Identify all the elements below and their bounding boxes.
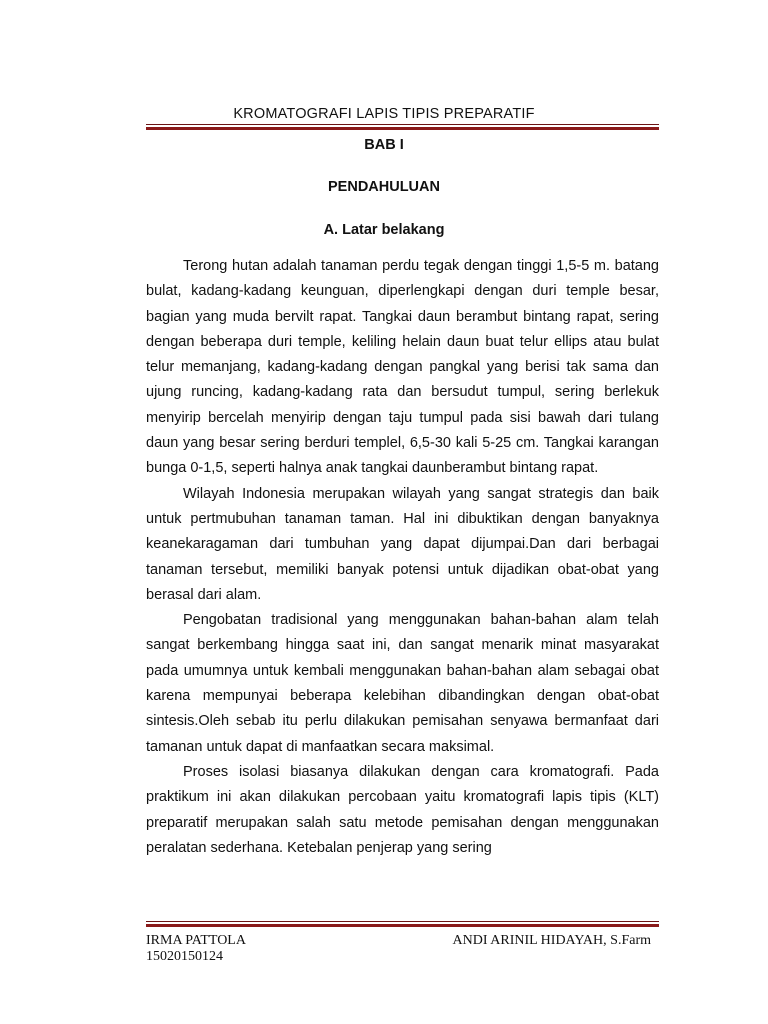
body-text (146, 254, 659, 861)
footer-divider (146, 921, 659, 927)
footer-supervisor-name: ANDI ARINIL HIDAYAH, S.Farm (452, 933, 651, 948)
running-header-title: KROMATOGRAFI LAPIS TIPIS PREPARATIF (233, 106, 535, 122)
header-divider (146, 124, 659, 130)
page-footer (146, 933, 659, 965)
paragraph-4: Proses isolasi biasanya dilakukan dengan cara kromatografi. Pada praktikum ini akan dilakukan percobaan yaitu kromatografi lapis tipis (KLT) preparatif merupakan salah satu metode pemisahan dengan menggunakan peralatan sederhana. Ketebalan penjerap yang sering (146, 763, 659, 856)
chapter-title: PENDAHULUAN (328, 179, 440, 195)
paragraph-1: Terong hutan adalah tanaman perdu tegak dengan tinggi 1,5-5 m. batang bulat, kadang-kadang keunguan, diperlengkapi dengan duri temple besar, bagian yang muda bervilt rapat. Tangkai daun berambut bintang rapat, sering dengan beberapa duri temple, keliling helain daun buat telur ellips atau bulat telur memanjang, kadang-kadang dengan pangkal yang berisi tak sama dan ujung runcing, kadang-kadang rata dan bersudut tumpul, sering berlekuk menyirip bercelah menyirip dengan taju tumpul pada sisi bawah dari tulang daun yang besar sering berduri templel, 6,5-30 kali 5-25 cm. Tangkai karangan bunga 0-1,5, seperti halnya anak tangkai daunberambut bintang rapat. (146, 258, 659, 477)
footer-author-name: IRMA PATTOLA (146, 933, 246, 948)
paragraph-2: Wilayah Indonesia merupakan wilayah yang sangat strategis dan baik untuk pertmubuhan tanaman taman. Hal ini dibuktikan dengan banyaknya keanekaragaman dari tumbuhan yang dapat dijumpai.Dan dari berbagai tanaman tersebut, memiliki banyak potensi untuk dijadikan obat-obat yang berasal dari alam. (146, 485, 659, 603)
paragraph-3: Pengobatan tradisional yang menggunakan bahan-bahan alam telah sangat berkembang hingga saat ini, dan sangat menarik minat masyarakat pada umumnya untuk kembali menggunakan bahan-bahan alam sebagai obat karena mempunyai beberapa kelebihan dibandingkan dengan obat-obat sintesis.Oleh sebab itu perlu dilakukan pemisahan senyawa bermanfaat dari tamanan untuk dapat di manfaatkan secara maksimal. (146, 612, 659, 755)
footer-author-id: 15020150124 (146, 949, 223, 964)
section-title: A. Latar belakang (323, 222, 445, 238)
chapter-label: BAB I (364, 137, 404, 153)
